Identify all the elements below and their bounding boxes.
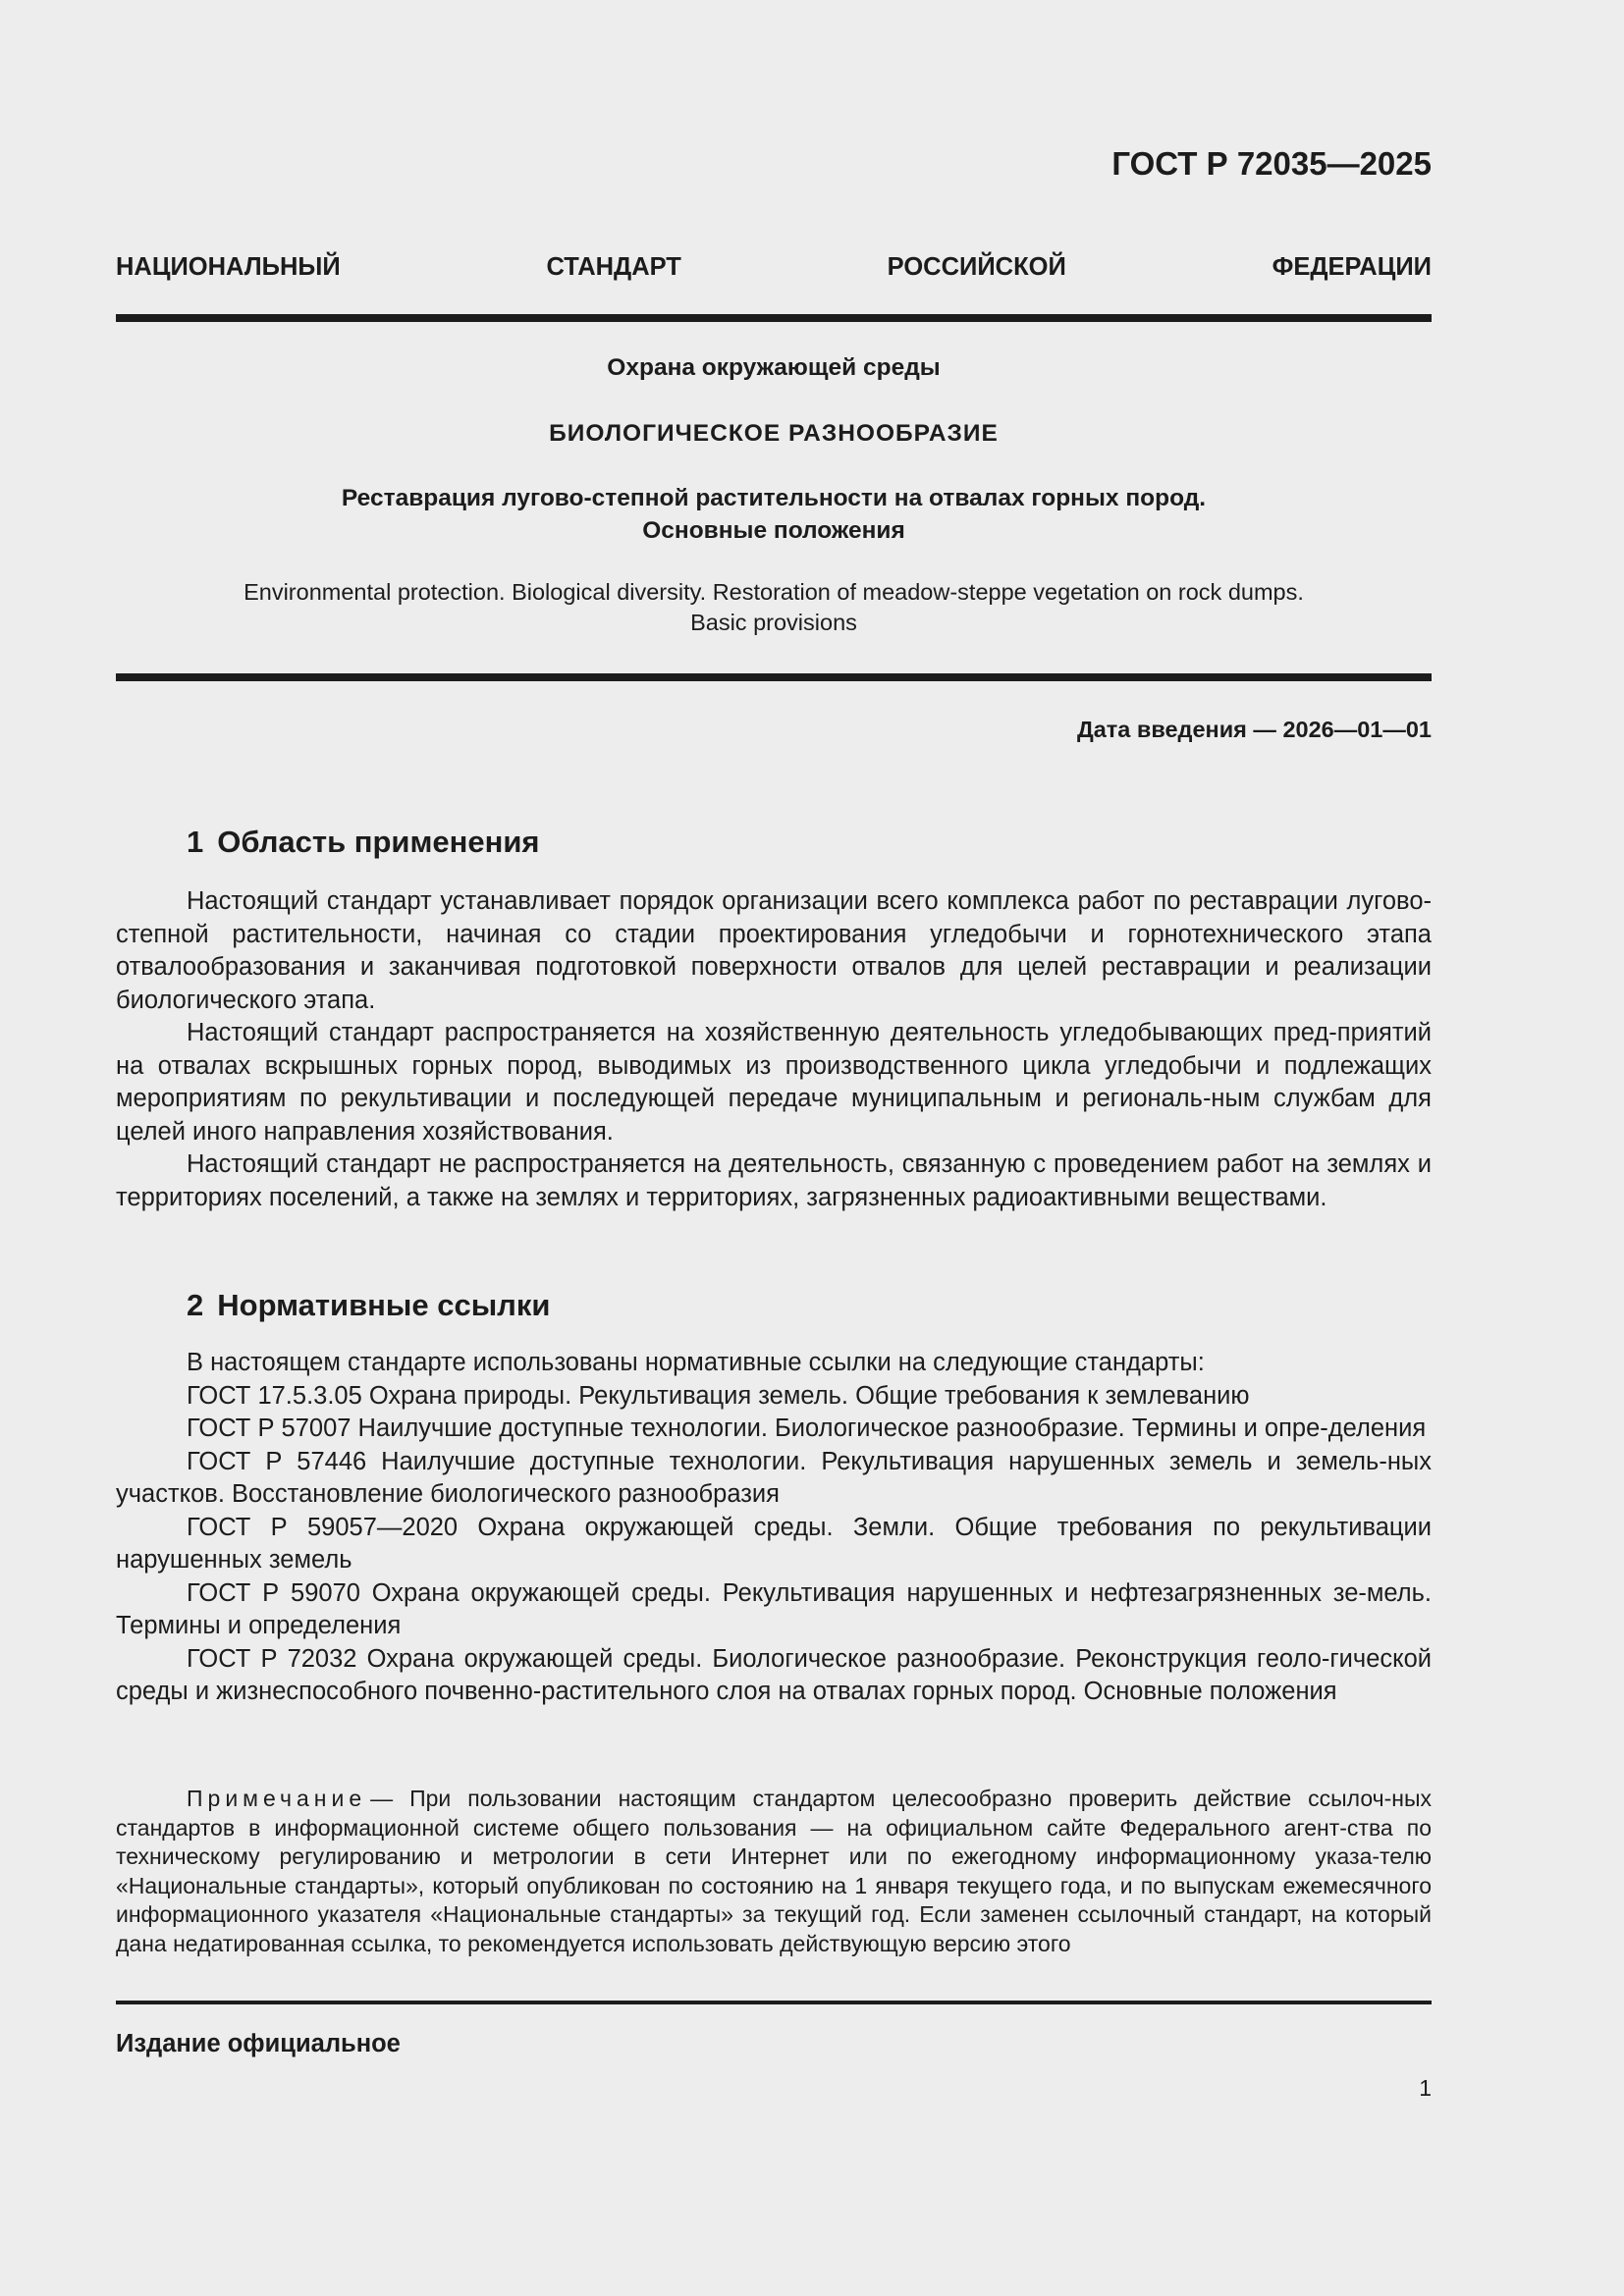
section-title: Нормативные ссылки [217, 1288, 551, 1322]
title-main-line1: Реставрация лугово-степной растительности на отвалах горных пород. [341, 485, 1207, 511]
footer-rule [116, 2001, 1432, 2004]
reference-item: ГОСТ Р 57007 Наилучшие доступные технологии. Биологическое разнообразие. Термины и опре-деления [187, 1415, 1427, 1442]
paragraph: Настоящий стандарт устанавливает порядок организации всего комплекса работ по реставрации лугово-степной растительности, начиная со стадии проектирования угледобычи и горнотехнического этапа отвалообразования и заканчивая подготовкой поверхности отвалов для целей реставрации и реализации биологического этапа. [116, 887, 1432, 1014]
page-number: 1 [1419, 2075, 1432, 2101]
section-title: Область применения [217, 825, 540, 859]
title-subject: БИОЛОГИЧЕСКОЕ РАЗНООБРАЗИЕ [549, 420, 999, 447]
reference-item: ГОСТ Р 59070 Охрана окружающей среды. Рекультивация нарушенных и нефтезагрязненных зе-мель. Термины и определения [116, 1578, 1432, 1639]
title-english [116, 577, 1432, 638]
note [116, 1785, 1432, 1958]
note-text: — При пользовании настоящим стандартом целесообразно проверить действие ссылоч-ных стандартов в информационной системе общего пользования — на официальном сайте Федерального агент-ства по техническому регулированию и метрологии в сети Интернет или по ежегодному информационному указа-телю «Национальные стандарты», который опубликован по состоянию на 1 января текущего года, и по выпускам ежемесячного информационного указателя «Национальные стандарты» за текущий год. Если заменен ссылочный стандарт, на который дана недатированная ссылка, то рекомендуется использовать действующую версию этого [116, 1786, 1432, 1956]
title-rule [116, 673, 1432, 681]
reference-item: ГОСТ Р 72032 Охрана окружающей среды. Биологическое разнообразие. Реконструкция геоло-гической среды и жизнеспособного почвенно-растительного слоя на отвалах горных пород. Основные положения [116, 1644, 1432, 1705]
section-number: 2 [187, 1288, 204, 1322]
section-2-heading [187, 1288, 550, 1323]
title-english-line1: Environmental protection. Biological diversity. Restoration of meadow-steppe vegetation on rock dumps. [244, 579, 1304, 605]
paragraph: Настоящий стандарт не распространяется на деятельность, связанную с проведением работ на землях и территориях поселений, а также на землях и территориях, загрязненных радиоактивными веществами. [116, 1150, 1432, 1211]
header-rule [116, 314, 1432, 322]
introduction-date: Дата введения — 2026—01—01 [1076, 717, 1432, 742]
paragraph: В настоящем стандарте использованы нормативные ссылки на следующие стандарты: [187, 1349, 1205, 1376]
title-main [116, 482, 1432, 547]
title-main-line2: Основные положения [642, 517, 905, 544]
reference-item: ГОСТ Р 57446 Наилучшие доступные технологии. Рекультивация нарушенных земель и земель-ных участков. Восстановление биологического разнообразия [116, 1447, 1432, 1508]
document-number: ГОСТ Р 72035—2025 [1111, 145, 1432, 182]
reference-item: ГОСТ Р 59057—2020 Охрана окружающей среды. Земли. Общие требования по рекультивации нарушенных земель [116, 1513, 1432, 1574]
title-english-line2: Basic provisions [690, 610, 857, 635]
reference-item: ГОСТ 17.5.3.05 Охрана природы. Рекультивация земель. Общие требования к землеванию [187, 1381, 1250, 1410]
note-label: Примечание [187, 1786, 367, 1811]
paragraph: Настоящий стандарт распространяется на хозяйственную деятельность угледобывающих пред-приятий на отвалах вскрышных горных пород, выводимых из производственного цикла угледобычи и подлежащих мероприятиям по рекультивации и последующей передаче муниципальным и региональ-ным службам для целей иного направления хозяйствования. [116, 1019, 1432, 1146]
section-number: 1 [187, 825, 204, 859]
national-standard-banner: НАЦИОНАЛЬНЫЙ СТАНДАРТ РОССИЙСКОЙ ФЕДЕРАЦИИ [116, 253, 1432, 281]
section-1-body [116, 885, 1432, 1214]
section-1-heading [187, 825, 540, 860]
section-2-body [116, 1347, 1432, 1709]
edition-label: Издание официальное [116, 2030, 401, 2057]
title-category: Охрана окружающей среды [607, 354, 941, 381]
